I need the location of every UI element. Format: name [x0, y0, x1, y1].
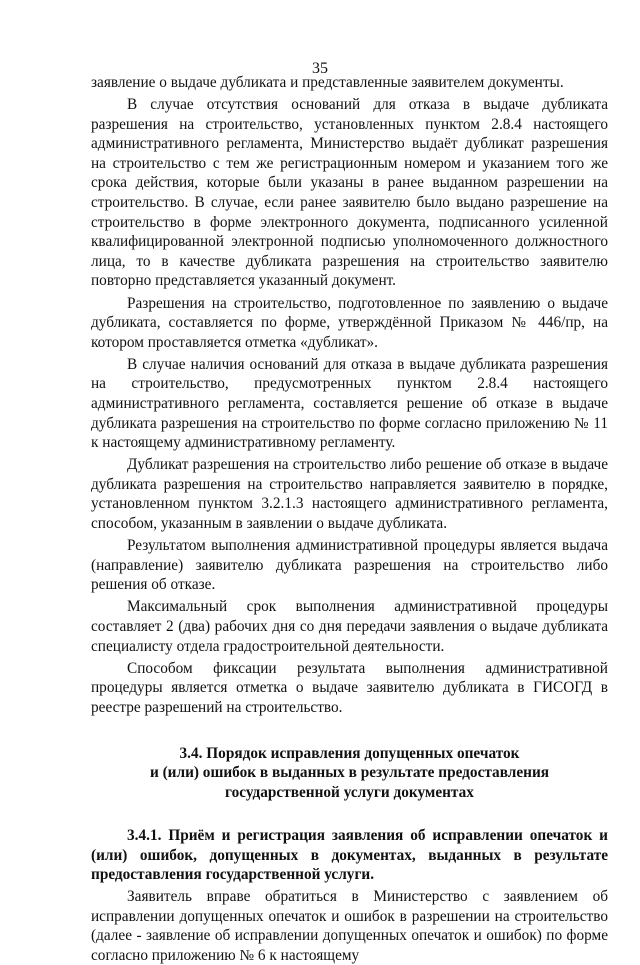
paragraph-procedure-result: Результатом выполнения административной процедуры является выдача (направление) заявителю дубликата разрешения на строительство либо решения об отказе. — [91, 537, 608, 594]
subsection-title: 3.4.1. Приём и регистрация заявления об исправлении опечаток и (или) ошибок, допущенных в документах, выданных в результате предоставления государственной услуги. — [91, 827, 608, 884]
paragraph-duplicate-issuance: В случае отсутствия оснований для отказа в выдаче дубликата разрешения на строительство, установленных пунктом 2.8.4 настоящего административного регламента, Министерство выдаёт дубликат разрешения на строительство с тем же регистрационным номером и указанием того же срока действия, которые были указаны в ранее выданном разрешении на строительство. В случае, если ранее заявителю было выдано разрешение на строительство в форме электронного документа, подписанного усиленной квалифицированной электронной подписью уполномоченного должностного лица, то в качестве дубликата разрешения на строительство заявителю повторно представляется указанный документ. — [91, 96, 608, 290]
page-number: 35 — [312, 60, 328, 77]
paragraph-refusal-decision: В случае наличия оснований для отказа в выдаче дубликата разрешения на строительство, предусмотренных пунктом 2.8.4 настоящего административного регламента, составляется решение об отказе в выдаче дубликата разрешения на строительство по форме согласно приложению № 11 к настоящему административному регламенту. — [91, 355, 608, 452]
document-body — [91, 73, 608, 965]
section-title-line: 3.4. Порядок исправления допущенных опечаток — [179, 744, 520, 762]
section-title-line: и (или) ошибок в выданных в результате предоставления — [149, 764, 550, 782]
paragraph-applicant-right: Заявитель вправе обратиться в Министерство с заявлением об исправлении допущенных опечаток и ошибок в разрешении на строительство (далее - заявление об исправлении допущенных опечаток и ошибок) по форме согласно приложению № 6 к настоящему — [91, 888, 608, 964]
paragraph-continuation: заявление о выдаче дубликата и представленные заявителем документы. — [91, 74, 564, 91]
paragraph-delivery-method: Дубликат разрешения на строительство либо решение об отказе в выдаче дубликата разрешения на строительство направляется заявителю в порядке, установленном пунктом 3.2.1.3 настоящего административного регламента, способом, указанным в заявлении о выдаче дубликата. — [91, 456, 608, 533]
paragraph-duplicate-form: Разрешения на строительство, подготовленное по заявлению о выдаче дубликата, составляется по форме, утверждённой Приказом № 446/пр, на котором проставляется отметка «дубликат». — [91, 294, 608, 351]
section-title-line: государственной услуги документах — [225, 783, 474, 801]
paragraph-max-duration: Максимальный срок выполнения административной процедуры составляет 2 (два) рабочих дня со дня передачи заявления о выдаче дубликата специалисту отдела градостроительной деятельности. — [91, 598, 608, 655]
section-title — [91, 744, 608, 803]
paragraph-fixation-method: Способом фиксации результата выполнения административной процедуры является отметка о выдаче заявителю дубликата в ГИСОГД в реестре разрешений на строительство. — [91, 659, 608, 716]
